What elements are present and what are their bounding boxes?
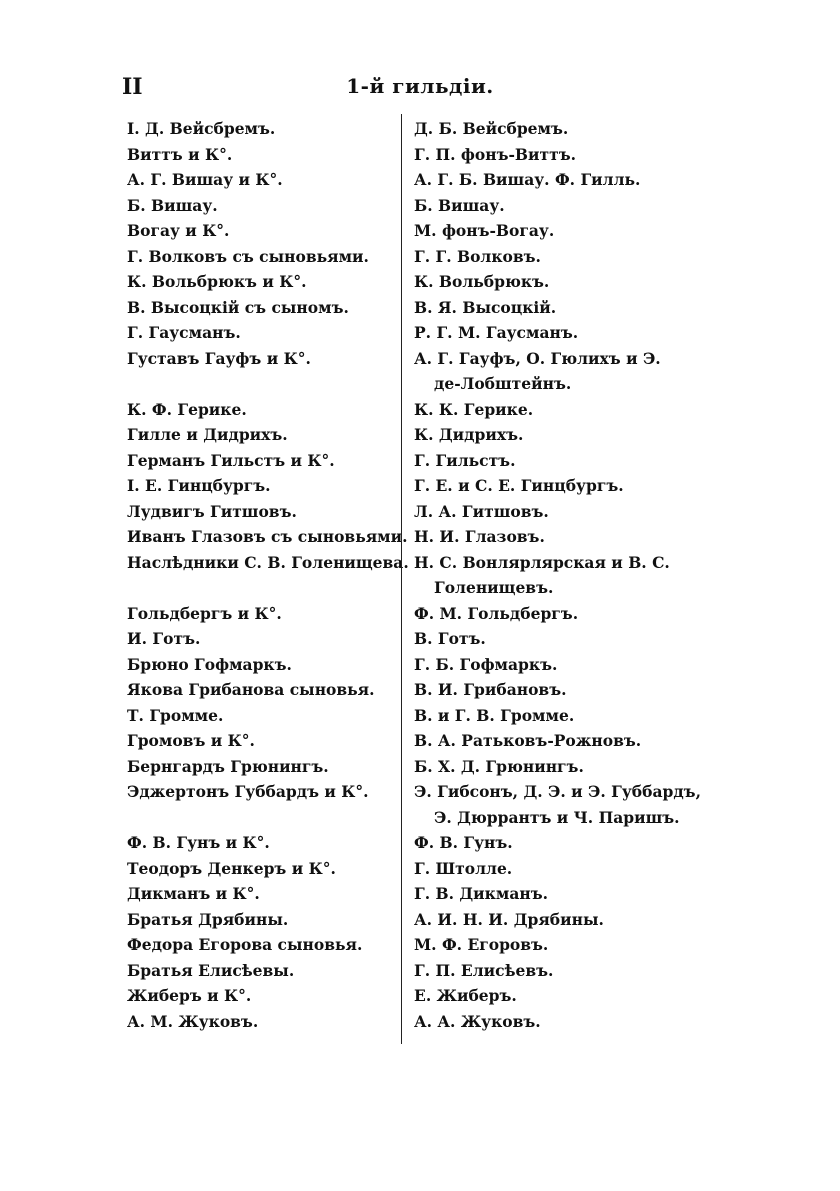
list-item: Г. Гильстъ. — [414, 450, 516, 470]
list-item: Е. Жиберъ. — [414, 986, 517, 1005]
list-item: В. А. Ратьковъ-Рожновъ. — [414, 731, 642, 750]
list-item: Жиберъ и К°. — [127, 986, 252, 1005]
list-item: Ф. В. Гунъ. — [414, 833, 513, 852]
list-item: Эджертонъ Губбардъ и К°. — [127, 782, 369, 801]
list-item: Г. П. Елисѣевъ. — [414, 960, 554, 980]
list-item: Ф. М. Гольдбергъ. — [414, 603, 579, 623]
list-item: Г. В. Дикманъ. — [414, 884, 548, 903]
list-item: Иванъ Глазовъ съ сыновьями. — [127, 527, 408, 546]
list-item: Н. С. Вонлярлярская и В. С. — [414, 552, 670, 572]
list-item: М. фонъ-Вогау. — [414, 221, 555, 240]
list-item: Г. Г. Волковъ. — [414, 246, 541, 266]
list-item: Б. Вишау. — [127, 195, 218, 215]
list-item: Гольдбергъ и К°. — [127, 603, 282, 623]
list-item: Теодоръ Денкеръ и К°. — [127, 858, 336, 878]
list-item: Брюно Гофмаркъ. — [127, 654, 292, 674]
list-item: І. Е. Гинцбургъ. — [127, 476, 271, 495]
list-item: В. Высоцкій съ сыномъ. — [127, 297, 349, 317]
list-item: И. Готъ. — [127, 629, 201, 648]
list-item: Г. Гаусманъ. — [127, 323, 241, 342]
page-number: II — [122, 74, 143, 100]
list-item: Г. Б. Гофмаркъ. — [414, 654, 558, 674]
list-item: Вогау и К°. — [127, 221, 230, 240]
list-item: Э. Гибсонъ, Д. Э. и Э. Губбардъ, — [414, 782, 701, 801]
list-item: М. Ф. Егоровъ. — [414, 935, 549, 954]
list-item: К. Вольбрюкъ и К°. — [127, 272, 307, 291]
section-gap — [127, 371, 397, 397]
list-item: Г. Штолле. — [414, 858, 513, 878]
list-item: К. Ф. Герике. — [127, 399, 247, 419]
list-item: Т. Громме. — [127, 705, 224, 725]
list-item: Б. Х. Д. Грюнингъ. — [414, 756, 584, 776]
list-item: К. Дидрихъ. — [414, 425, 524, 444]
list-item: Бернгардъ Грюнингъ. — [127, 756, 329, 776]
list-item: Виттъ и К°. — [127, 144, 233, 164]
firm-names-column — [127, 116, 409, 1034]
section-gap — [127, 805, 397, 831]
list-item: В. Готъ. — [414, 629, 486, 648]
list-item: К. К. Герике. — [414, 399, 534, 419]
section-gap — [127, 575, 397, 601]
list-item: Г. П. фонъ-Виттъ. — [414, 144, 577, 164]
list-item: Дикманъ и К°. — [127, 884, 260, 903]
list-item: А. Г. Гауфъ, О. Гюлихъ и Э. — [414, 348, 661, 368]
list-item: Громовъ и К°. — [127, 731, 255, 750]
list-item-continuation: Э. Дюррантъ и Ч. Паришъ. — [434, 807, 680, 827]
list-item: В. И. Грибановъ. — [414, 680, 567, 699]
list-item: Н. И. Глазовъ. — [414, 527, 545, 546]
list-item: І. Д. Вейсбремъ. — [127, 119, 276, 138]
list-item-continuation: Голенищевъ. — [434, 578, 554, 597]
list-item: Д. Б. Вейсбремъ. — [414, 119, 569, 138]
list-item: А. Г. Вишау и К°. — [127, 170, 283, 189]
list-item: Б. Вишау. — [414, 195, 505, 215]
owner-names-column — [414, 116, 714, 1034]
list-item: В. и Г. В. Громме. — [414, 705, 575, 725]
page-title: 1-й гильдіи. — [346, 74, 494, 98]
list-item: Братья Дрябины. — [127, 909, 289, 929]
list-item: Г. Е. и С. Е. Гинцбургъ. — [414, 476, 624, 495]
list-item: Лудвигъ Гитшовъ. — [127, 501, 297, 521]
list-item: Якова Грибанова сыновья. — [127, 680, 375, 699]
list-item: Р. Г. М. Гаусманъ. — [414, 323, 579, 342]
list-item: А. М. Жуковъ. — [127, 1011, 259, 1031]
list-item: А. А. Жуковъ. — [414, 1011, 541, 1031]
list-item: К. Вольбрюкъ. — [414, 272, 550, 291]
list-item: Федора Егорова сыновья. — [127, 935, 363, 954]
list-item: Братья Елисѣевы. — [127, 960, 295, 980]
list-item: Наслѣдники С. В. Голенищева. — [127, 552, 409, 572]
list-item: А. Г. Б. Вишау. Ф. Гилль. — [414, 170, 641, 189]
list-item: Гилле и Дидрихъ. — [127, 425, 288, 444]
list-item: Л. А. Гитшовъ. — [414, 501, 549, 521]
list-item: В. Я. Высоцкій. — [414, 297, 557, 317]
list-item: Германъ Гильстъ и К°. — [127, 450, 335, 470]
column-divider — [401, 114, 402, 1044]
list-item: А. И. Н. И. Дрябины. — [414, 909, 604, 929]
list-item: Ф. В. Гунъ и К°. — [127, 833, 270, 852]
list-item: Густавъ Гауфъ и К°. — [127, 348, 311, 368]
list-item-continuation: де-Лобштейнъ. — [434, 374, 572, 393]
list-item: Г. Волковъ съ сыновьями. — [127, 246, 369, 266]
